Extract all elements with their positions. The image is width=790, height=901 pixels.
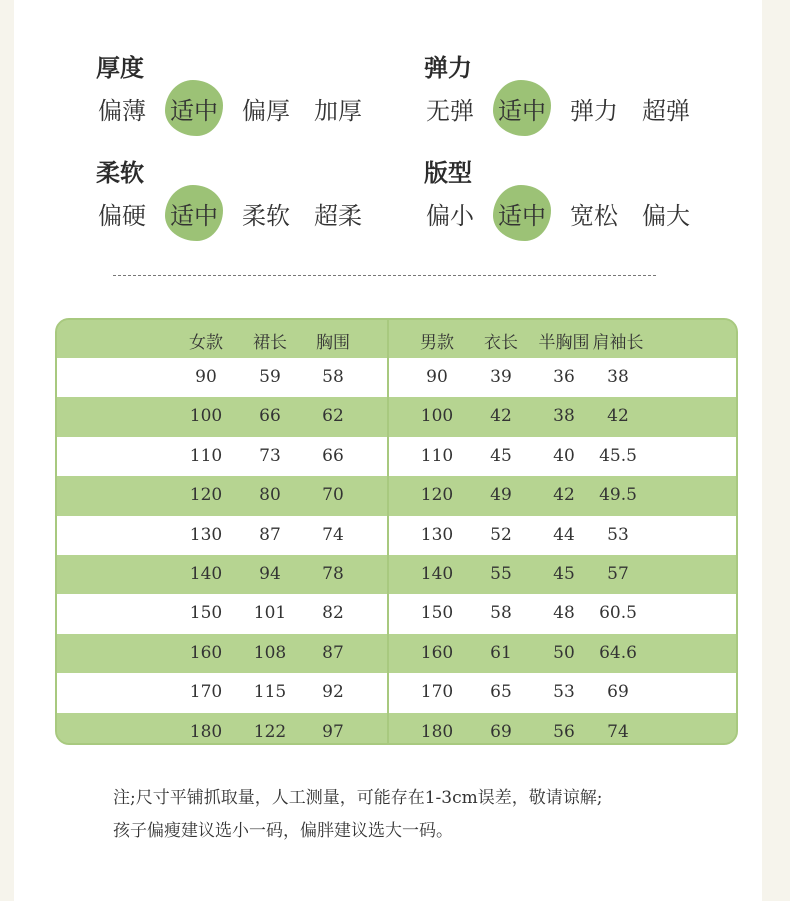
attribute-option: 弹力 bbox=[570, 97, 618, 125]
table-cell: 122 bbox=[253, 721, 287, 742]
table-cell: 170 bbox=[420, 682, 454, 703]
table-cell: 101 bbox=[253, 603, 287, 624]
table-cell: 140 bbox=[189, 564, 223, 584]
attribute-option: 偏大 bbox=[642, 202, 690, 230]
table-cell: 59 bbox=[259, 367, 281, 387]
attribute-option: 偏硬 bbox=[98, 202, 146, 230]
table-cell: 110 bbox=[189, 445, 223, 466]
table-cell: 69 bbox=[607, 682, 629, 703]
table-header-cell: 女款 bbox=[189, 333, 223, 353]
table-cell: 74 bbox=[322, 524, 344, 545]
attribute-option: 加厚 bbox=[314, 97, 362, 125]
table-cell: 70 bbox=[322, 485, 344, 506]
note-line-1: 注;尺寸平铺抓取量，人工测量，可能存在1-3cm误差，敬请谅解; bbox=[113, 788, 603, 808]
table-cell: 90 bbox=[426, 367, 448, 387]
table-cell: 180 bbox=[420, 721, 454, 742]
table-cell: 82 bbox=[322, 603, 344, 624]
table-row bbox=[57, 516, 736, 556]
table-cell: 61 bbox=[490, 642, 512, 663]
table-cell: 80 bbox=[259, 485, 281, 506]
table-cell: 160 bbox=[189, 642, 223, 663]
table-cell: 78 bbox=[322, 564, 344, 584]
table-cell: 150 bbox=[420, 603, 454, 624]
table-cell: 110 bbox=[420, 445, 454, 466]
table-row bbox=[57, 358, 736, 398]
table-cell: 150 bbox=[189, 603, 223, 624]
table-cell: 60.5 bbox=[599, 603, 637, 624]
table-header-cell: 半胸围 bbox=[538, 333, 590, 353]
size-table bbox=[55, 318, 738, 745]
table-row bbox=[57, 713, 736, 745]
table-cell: 45 bbox=[490, 445, 512, 466]
table-cell: 49 bbox=[490, 485, 512, 506]
table-cell: 160 bbox=[420, 642, 454, 663]
table-cell: 42 bbox=[490, 406, 512, 427]
table-cell: 42 bbox=[607, 406, 629, 427]
table-header-cell: 裙长 bbox=[253, 333, 287, 353]
table-cell: 36 bbox=[553, 367, 575, 387]
table-cell: 100 bbox=[189, 406, 223, 427]
attribute-option-selected: 适中 bbox=[498, 97, 546, 125]
table-cell: 100 bbox=[420, 406, 454, 427]
table-cell: 52 bbox=[490, 524, 512, 545]
attribute-option: 超柔 bbox=[314, 202, 362, 230]
table-cell: 40 bbox=[553, 445, 575, 466]
table-cell: 108 bbox=[253, 642, 287, 663]
table-cell: 45.5 bbox=[599, 445, 637, 466]
table-cell: 130 bbox=[420, 524, 454, 545]
table-cell: 58 bbox=[490, 603, 512, 624]
attribute-title: 厚度 bbox=[96, 53, 144, 82]
table-row bbox=[57, 634, 736, 674]
table-row bbox=[57, 594, 736, 634]
table-cell: 73 bbox=[259, 445, 281, 466]
table-cell: 115 bbox=[253, 682, 287, 703]
table-header-cell: 衣长 bbox=[484, 333, 518, 353]
table-cell: 130 bbox=[189, 524, 223, 545]
attribute-option: 偏厚 bbox=[242, 97, 290, 125]
table-header-cell: 男款 bbox=[420, 333, 454, 353]
table-cell: 50 bbox=[553, 642, 575, 663]
table-cell: 92 bbox=[322, 682, 344, 703]
table-cell: 53 bbox=[553, 682, 575, 703]
table-row bbox=[57, 476, 736, 516]
table-cell: 65 bbox=[490, 682, 512, 703]
table-cell: 45 bbox=[553, 564, 575, 584]
table-header-row bbox=[57, 320, 736, 358]
table-cell: 44 bbox=[553, 524, 575, 545]
table-cell: 42 bbox=[553, 485, 575, 506]
table-cell: 66 bbox=[259, 406, 281, 427]
attribute-option-selected: 适中 bbox=[498, 202, 546, 230]
table-header-cell: 肩袖长 bbox=[592, 333, 644, 353]
table-cell: 180 bbox=[189, 721, 223, 742]
attribute-option-selected: 适中 bbox=[170, 97, 218, 125]
attribute-option: 柔软 bbox=[242, 202, 290, 230]
table-cell: 53 bbox=[607, 524, 629, 545]
table-cell: 170 bbox=[189, 682, 223, 703]
table-cell: 57 bbox=[607, 564, 629, 584]
attribute-option: 超弹 bbox=[642, 97, 690, 125]
table-cell: 39 bbox=[490, 367, 512, 387]
attribute-title: 弹力 bbox=[424, 53, 472, 82]
table-cell: 56 bbox=[553, 721, 575, 742]
table-cell: 87 bbox=[259, 524, 281, 545]
attribute-option: 偏薄 bbox=[98, 97, 146, 125]
table-cell: 55 bbox=[490, 564, 512, 584]
table-cell: 97 bbox=[322, 721, 344, 742]
table-cell: 58 bbox=[322, 367, 344, 387]
attribute-option-selected: 适中 bbox=[170, 202, 218, 230]
table-cell: 48 bbox=[553, 603, 575, 624]
dashed-divider bbox=[113, 275, 656, 276]
table-cell: 49.5 bbox=[599, 485, 637, 506]
attribute-title: 柔软 bbox=[96, 158, 144, 187]
table-cell: 120 bbox=[189, 485, 223, 506]
table-cell: 38 bbox=[607, 367, 629, 387]
table-cell: 62 bbox=[322, 406, 344, 427]
table-cell: 69 bbox=[490, 721, 512, 742]
table-row bbox=[57, 673, 736, 713]
table-row bbox=[57, 555, 736, 595]
table-row bbox=[57, 437, 736, 477]
table-cell: 94 bbox=[259, 564, 281, 584]
attribute-option: 偏小 bbox=[426, 202, 474, 230]
table-cell: 38 bbox=[553, 406, 575, 427]
table-cell: 120 bbox=[420, 485, 454, 506]
table-cell: 90 bbox=[195, 367, 217, 387]
table-cell: 64.6 bbox=[599, 642, 637, 663]
attribute-option: 宽松 bbox=[570, 202, 618, 230]
note-line-2: 孩子偏瘦建议选小一码，偏胖建议选大一码。 bbox=[113, 821, 453, 841]
table-cell: 74 bbox=[607, 721, 629, 742]
table-cell: 66 bbox=[322, 445, 344, 466]
attribute-option: 无弹 bbox=[426, 97, 474, 125]
table-cell: 140 bbox=[420, 564, 454, 584]
table-column-divider bbox=[387, 320, 389, 743]
table-header-cell: 胸围 bbox=[316, 333, 350, 353]
attribute-title: 版型 bbox=[424, 158, 472, 187]
table-cell: 87 bbox=[322, 642, 344, 663]
table-row bbox=[57, 397, 736, 437]
